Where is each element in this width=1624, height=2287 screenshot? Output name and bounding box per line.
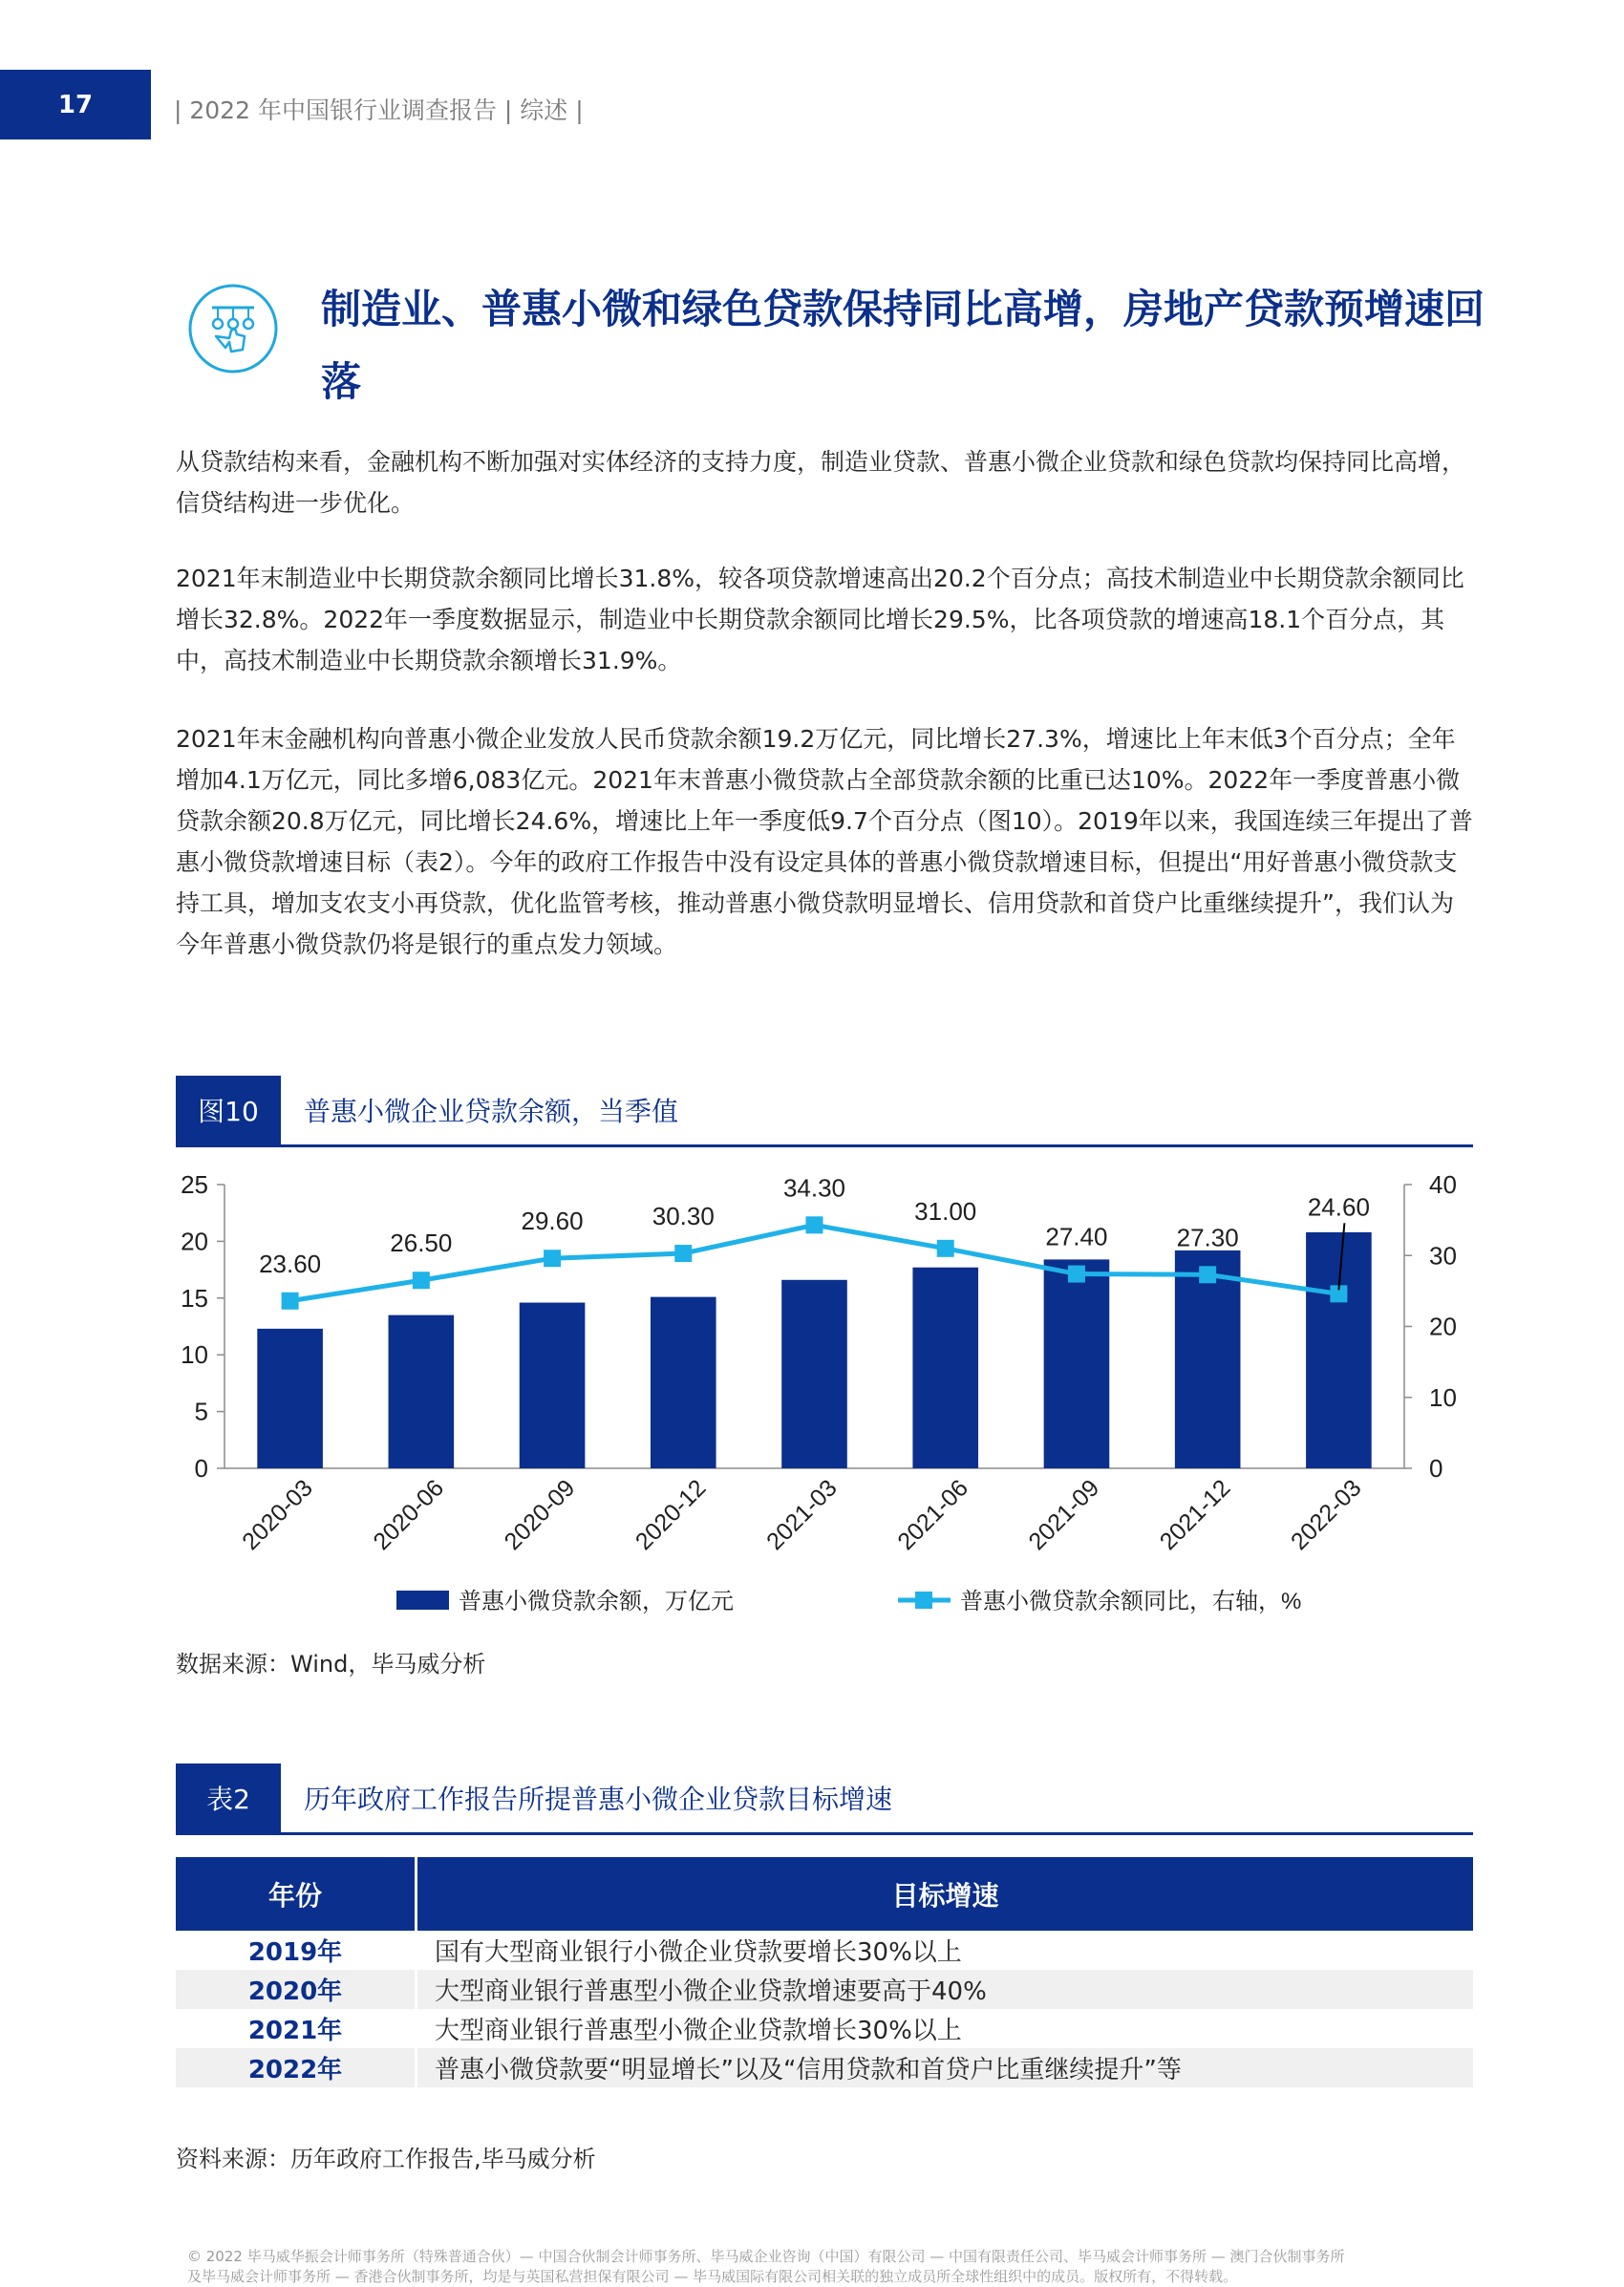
year-cell: 2021年 bbox=[176, 2009, 417, 2048]
bar bbox=[912, 1268, 978, 1468]
bar bbox=[781, 1280, 847, 1468]
data-label: 27.40 bbox=[1045, 1222, 1108, 1251]
left-tick-label: 15 bbox=[181, 1283, 208, 1313]
copyright-footer bbox=[187, 2247, 1477, 2287]
line-point bbox=[806, 1216, 823, 1233]
section-title: 制造业、普惠小微和绿色贷款保持同比高增，房地产贷款预增速回落 bbox=[321, 286, 1485, 405]
table-caption: 历年政府工作报告所提普惠小微企业贷款目标增速 bbox=[304, 1784, 893, 1815]
right-tick-label: 0 bbox=[1429, 1454, 1443, 1483]
year-cell: 2019年 bbox=[176, 1931, 417, 1970]
paragraph-3: 2021年末金融机构向普惠小微企业发放人民币贷款余额19.2万亿元，同比增长27.3%，增速比上年末低3个百分点；全年增加4.1万亿元，同比多增6,083亿元。2021年末普惠小微贷款占全部贷款余额的比重已达10%。2022年一季度普惠小微贷款余额20.8万亿元，同比增长24.6%，增速比上年一季度低9.7个百分点（图10）。2019年以来，我国连续三年提出了普惠小微贷款增速目标（表2）。今年的政府工作报告中没有设定具体的普惠小微贷款增速目标，但提出“用好普惠小微贷款支持工具，增加支农支小再贷款，优化监管考核，推动普惠小微贷款明显增长、信用贷款和首贷户比重继续提升”，我们认为今年普惠小微贷款仍将是银行的重点发力领域。 bbox=[176, 725, 1473, 958]
right-tick-label: 20 bbox=[1429, 1312, 1457, 1341]
target-cell: 大型商业银行普惠型小微企业贷款增速要高于40% bbox=[417, 1970, 1474, 2009]
footer-line-1: © 2022 毕马威华振会计师事务所（特殊普通合伙）— 中国合伙制会计师事务所、毕马威企业咨询（中国）有限公司 — 中国有限责任公司、毕马威会计师事务所 — 澳门合伙制事务所 bbox=[187, 2248, 1345, 2265]
table-tag: 表2 bbox=[176, 1763, 281, 1832]
hand-pointer-icon bbox=[187, 283, 279, 374]
column-header-target: 目标增速 bbox=[417, 1857, 1474, 1931]
x-tick-label: 2020-06 bbox=[368, 1474, 450, 1556]
figure-tag: 图10 bbox=[176, 1076, 281, 1144]
year-cell: 2020年 bbox=[176, 1970, 417, 2009]
table-row bbox=[176, 2009, 1473, 2048]
bar bbox=[257, 1329, 323, 1468]
x-tick-label: 2021-06 bbox=[892, 1474, 973, 1556]
line-point bbox=[413, 1272, 430, 1289]
data-label: 30.30 bbox=[652, 1202, 715, 1231]
line-point bbox=[544, 1250, 561, 1267]
data-label: 27.30 bbox=[1176, 1223, 1239, 1252]
left-tick-label: 0 bbox=[194, 1454, 208, 1483]
right-tick-label: 30 bbox=[1429, 1241, 1457, 1271]
x-tick-label: 2021-12 bbox=[1154, 1474, 1236, 1556]
right-tick-label: 40 bbox=[1429, 1170, 1457, 1199]
right-tick-label: 10 bbox=[1429, 1382, 1457, 1412]
loan-balance-chart bbox=[162, 1158, 1500, 1640]
figure-source: 数据来源：Wind，毕马威分析 bbox=[176, 1651, 486, 1678]
legend-line-label: 普惠小微贷款余额同比，右轴，% bbox=[960, 1589, 1302, 1614]
x-tick-label: 2020-03 bbox=[237, 1474, 318, 1556]
data-label: 23.60 bbox=[259, 1249, 322, 1278]
bar bbox=[1044, 1259, 1110, 1468]
data-label: 31.00 bbox=[914, 1196, 977, 1226]
left-tick-label: 25 bbox=[181, 1170, 208, 1199]
x-tick-label: 2021-09 bbox=[1023, 1474, 1105, 1556]
table-source: 资料来源：历年政府工作报告,毕马威分析 bbox=[176, 2146, 596, 2172]
year-cell: 2022年 bbox=[176, 2048, 417, 2087]
bar bbox=[651, 1297, 716, 1468]
line-point bbox=[674, 1245, 692, 1262]
running-head: | 2022 年中国银行业调查报告 | 综述 | bbox=[174, 96, 584, 124]
line-point bbox=[1199, 1266, 1216, 1283]
data-label: 34.30 bbox=[782, 1173, 846, 1203]
x-tick-label: 2021-03 bbox=[761, 1474, 843, 1556]
target-growth-table bbox=[176, 1857, 1473, 2087]
page-number: 17 bbox=[0, 70, 151, 139]
data-label: 26.50 bbox=[390, 1229, 453, 1258]
table-row bbox=[176, 1970, 1473, 2009]
left-tick-label: 10 bbox=[181, 1340, 208, 1370]
legend-bar-label: 普惠小微贷款余额，万亿元 bbox=[459, 1589, 734, 1614]
target-cell: 国有大型商业银行小微企业贷款要增长30%以上 bbox=[435, 1938, 962, 1967]
data-label: 29.60 bbox=[521, 1207, 584, 1236]
data-label: 24.60 bbox=[1307, 1192, 1370, 1222]
figure-header bbox=[176, 1076, 1473, 1147]
x-tick-label: 2022-03 bbox=[1285, 1474, 1367, 1556]
bar bbox=[520, 1303, 586, 1468]
bar bbox=[1306, 1232, 1372, 1468]
line-point bbox=[937, 1240, 954, 1257]
figure-caption: 普惠小微企业贷款余额，当季值 bbox=[304, 1096, 679, 1127]
x-tick-label: 2020-12 bbox=[630, 1474, 712, 1556]
x-tick-label: 2020-09 bbox=[499, 1474, 581, 1556]
target-cell: 普惠小微贷款要“明显增长”以及“信用贷款和首贷户比重继续提升”等 bbox=[417, 2048, 1474, 2087]
bar bbox=[389, 1315, 455, 1468]
left-tick-label: 5 bbox=[194, 1397, 208, 1426]
footer-line-2: 及毕马威会计师事务所 — 香港合伙制事务所，均是与英国私营担保有限公司 — 毕马威国际有限公司相关联的独立成员所全球性组织中的成员。版权所有，不得转载。 bbox=[187, 2268, 1238, 2285]
left-tick-label: 20 bbox=[181, 1227, 208, 1256]
line-point bbox=[1068, 1266, 1085, 1283]
line-point bbox=[282, 1293, 299, 1310]
paragraph-1: 从贷款结构来看，金融机构不断加强对实体经济的支持力度，制造业贷款、普惠小微企业贷款和绿色贷款均保持同比高增，信贷结构进一步优化。 bbox=[176, 448, 1466, 517]
paragraph-2: 2021年末制造业中长期贷款余额同比增长31.8%，较各项贷款增速高出20.2个百分点；高技术制造业中长期贷款余额同比增长32.8%。2022年一季度数据显示，制造业中长期贷款余额同比增长29.5%，比各项贷款的增速高18.1个百分点，其中，高技术制造业中长期贷款余额增长31.9%。 bbox=[176, 565, 1464, 674]
table-header bbox=[176, 1763, 1473, 1835]
legend-bar-swatch bbox=[396, 1591, 449, 1610]
legend-line-marker bbox=[915, 1592, 932, 1609]
table-row bbox=[176, 1931, 1473, 1970]
target-cell: 大型商业银行普惠型小微企业贷款增长30%以上 bbox=[435, 2017, 962, 2045]
column-header-year: 年份 bbox=[176, 1857, 417, 1931]
table-row bbox=[176, 2048, 1473, 2087]
